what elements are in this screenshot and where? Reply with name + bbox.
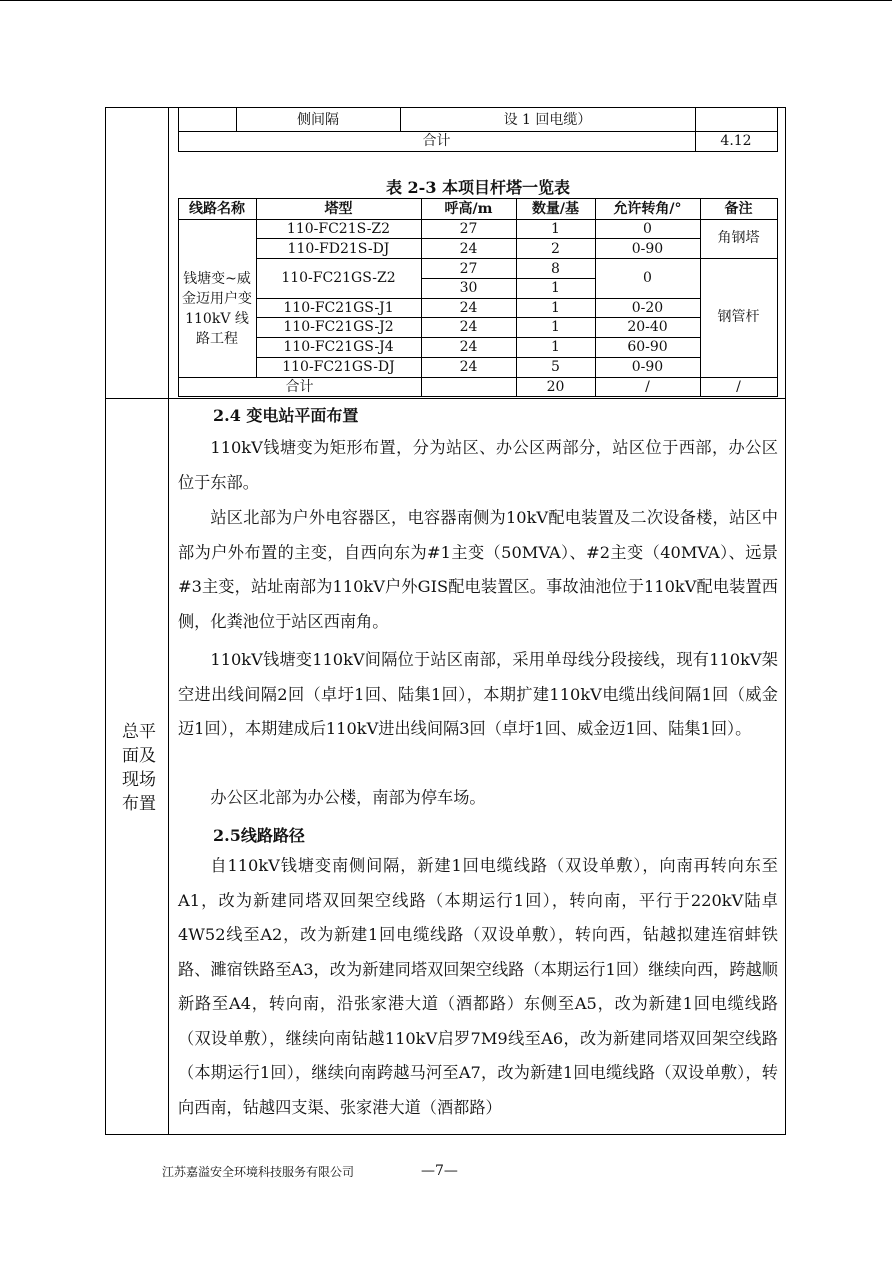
top-table-col2: 侧间隔 [297, 112, 339, 128]
remark-steel-pipe: 钢管杆 [717, 309, 760, 325]
table-row-height: 30 [459, 280, 478, 296]
page-top-rule [0, 0, 892, 1]
section-divider [105, 398, 786, 399]
table-row-angle: 0-90 [631, 241, 664, 257]
table-row-type: 110-FC21GS-J2 [283, 319, 394, 335]
top-table-total-value: 4.12 [720, 133, 752, 149]
table-row-angle: 0 [643, 270, 652, 286]
tower-total-count: 20 [546, 379, 565, 395]
table-row-count: 1 [551, 280, 560, 296]
table-row-type: 110-FC21GS-J1 [283, 300, 394, 316]
tower-total-remark: / [736, 379, 741, 395]
table-row-angle: 0 [643, 221, 652, 237]
header-line-name: 线路名称 [189, 201, 245, 217]
table-row-height: 24 [459, 359, 478, 375]
table-row-type: 110-FC21GS-DJ [282, 359, 395, 375]
table-row-count: 1 [551, 339, 560, 355]
line-name-cell: 钱塘变~威金迈用户变 110kV 线路工程 [182, 271, 252, 347]
header-angle: 允许转角/° [613, 201, 682, 217]
table-row-angle: 20-40 [627, 319, 668, 335]
remark-angle-steel: 角钢塔 [717, 230, 760, 246]
table-row-count: 1 [551, 300, 560, 316]
table-row-height: 24 [459, 241, 478, 257]
header-count: 数量/基 [531, 201, 580, 217]
table-row-type: 110-FC21GS-J4 [283, 339, 394, 355]
section-2-4-p1: 110kV钱塘变为矩形布置，分为站区、办公区两部分，站区位于西部，办公区位于东部。 [178, 438, 778, 492]
section-left-label: 总平面及现场布置 [122, 722, 156, 814]
footer-company: 江苏嘉溢安全环境科技服务有限公司 [162, 1165, 355, 1179]
table-row-count: 8 [551, 261, 560, 277]
section-2-4-heading: 2.4 变电站平面布置 [213, 406, 359, 425]
table-row-type: 110-FC21GS-Z2 [281, 270, 396, 286]
top-table-col3: 设 1 回电缆） [503, 112, 592, 128]
table-row-height: 24 [459, 300, 478, 316]
table-row-height: 24 [459, 319, 478, 335]
table-row-count: 5 [551, 359, 560, 375]
section-2-5-heading: 2.5线路路径 [213, 826, 305, 845]
section-2-5-p1: 自110kV钱塘变南侧间隔，新建1回电缆线路（双设单敷），向南再转向东至A1，改为新建同塔双回架空线路（本期运行1回），转向南，平行于220kV陆卓4W52线至A2，改为新建1回电缆线路（双设单敷），转向西，钻越拟建连宿蚌铁路、濉宿铁路至A3，改为新建同塔双回架空线路（本期运行1回）继续向西，跨越顺新路至A4，转向南，沿张家港大道（酒都路）东侧至A5，改为新建1回电缆线路（双设单敷），继续向南钻越110kV启罗7M9线至A6，改为新建同塔双回架空线路（本期运行1回），继续向南跨越马河至A7，改为新建1回电缆线路（双设单敷），转向西南，钻越四支渠、张家港大道（酒都路） [178, 856, 778, 1117]
table-row-type: 110-FD21S-DJ [287, 241, 390, 257]
table-row-height: 27 [459, 261, 478, 277]
section-2-4-p2: 站区北部为户外电容器区，电容器南侧为10kV配电装置及二次设备楼，站区中部为户外布置的主变，自西向东为#1主变（50MVA）、#2主变（40MVA）、远景#3主变，站址南部为110kV户外GIS配电装置区。事故油池位于110kV配电装置西侧，化粪池位于站区西南角。 [178, 508, 778, 631]
table-row-angle: 0-20 [631, 300, 664, 316]
table-row-count: 2 [551, 241, 560, 257]
table-caption: 表 2-3 本项目杆塔一览表 [385, 178, 571, 197]
frame-left-divider [168, 107, 169, 1135]
table-row-angle: 0-90 [631, 359, 664, 375]
page-number: —7— [421, 1163, 458, 1179]
table-row-height: 27 [459, 221, 478, 237]
header-remark: 备注 [724, 201, 753, 217]
table-row-count: 1 [551, 221, 560, 237]
table-row-angle: 60-90 [627, 339, 668, 355]
tower-total-label: 合计 [285, 379, 314, 395]
header-height: 呼高/m [444, 201, 493, 217]
section-2-4-p4: 办公区北部为办公楼，南部为停车场。 [210, 788, 486, 807]
table-row-type: 110-FC21S-Z2 [286, 221, 391, 237]
header-tower-type: 塔型 [324, 201, 353, 217]
tower-total-angle: / [645, 379, 650, 395]
table-row-height: 24 [459, 339, 478, 355]
section-2-4-p3: 110kV钱塘变110kV间隔位于站区南部，采用单母线分段接线，现有110kV架空进出线间隔2回（卓圩1回、陆集1回），本期扩建110kV电缆出线间隔1回（威金迈1回），本期建成后110kV进出线间隔3回（卓圩1回、威金迈1回、陆集1回）。 [178, 650, 778, 738]
top-table-total-label: 合计 [422, 133, 451, 149]
table-row-count: 1 [551, 319, 560, 335]
